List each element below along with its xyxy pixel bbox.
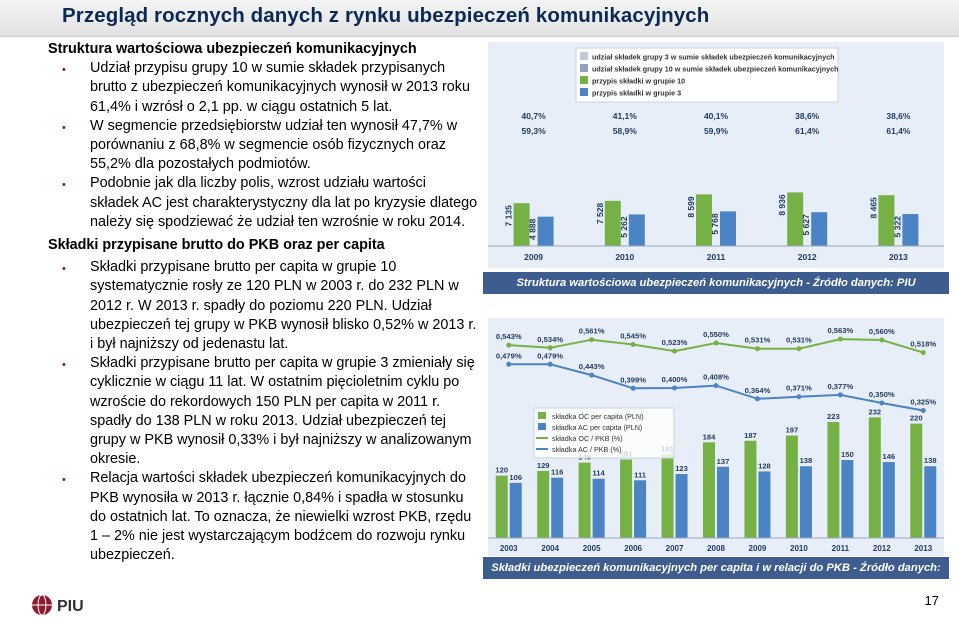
line-ac-pkb-point xyxy=(879,401,884,406)
line-ac-pkb-point xyxy=(672,386,677,391)
line-ac-pkb-label: 0,443% xyxy=(578,362,605,372)
share-label-g3: 40,1% xyxy=(703,111,729,121)
bullet-text: Udział przypisu grupy 10 w sumie składek przypisanych brutto z ubezpieczeń komunikacyjnych wynosił w 2013 roku 61,4% i wzrósł o 2,1 pp. w ciągu ostatnich 5 lat. xyxy=(90,60,470,115)
share-label-g10: 61,4% xyxy=(886,126,911,136)
x-tick-label: 2010 xyxy=(790,544,808,553)
x-tick-label: 2013 xyxy=(888,252,908,262)
line-oc-pkb-label: 0,561% xyxy=(578,326,605,336)
line-ac-pkb-point xyxy=(548,362,553,367)
line-oc-pkb-point xyxy=(796,346,801,351)
bar-label-oc: 223 xyxy=(827,412,840,422)
bar-ac-per-capita xyxy=(841,460,853,538)
bar-ac-per-capita xyxy=(717,467,729,538)
legend-label: przypis składki w grupie 10 xyxy=(592,76,686,86)
line-ac-pkb-point xyxy=(506,362,511,367)
chart-per-capita xyxy=(488,318,944,556)
bar-label-ac: 138 xyxy=(799,456,813,466)
bullet-item xyxy=(62,117,478,175)
x-tick-label: 2011 xyxy=(831,544,850,553)
bar-oc-per-capita xyxy=(910,424,922,538)
line-ac-pkb-label: 0,364% xyxy=(744,385,771,395)
line-oc-pkb-label: 0,523% xyxy=(661,338,688,348)
bar-label-oc: 187 xyxy=(744,430,757,440)
share-label-g3: 41,1% xyxy=(612,111,637,121)
bar-label-oc: 197 xyxy=(785,425,799,435)
bullet-item xyxy=(62,258,478,354)
line-ac-pkb-point xyxy=(755,396,760,401)
bar-oc-per-capita xyxy=(496,476,508,538)
bullet-item xyxy=(62,354,478,469)
bar-ac-per-capita xyxy=(924,466,936,538)
bar-ac-per-capita xyxy=(510,483,522,538)
line-oc-pkb-point xyxy=(631,342,636,347)
line-ac-pkb-point xyxy=(838,392,843,397)
line-ac-pkb-point xyxy=(589,373,594,378)
piu-logo xyxy=(30,592,110,623)
bar-ac-per-capita xyxy=(800,466,812,538)
bar-label-ac: 138 xyxy=(923,456,937,466)
bullet-text: Relacja wartości składek ubezpieczeń komunikacyjnych do PKB wynosiła w 2013 r. łącznie 0,84% i spadła w stosunku do ostatnich lat. To oznacza, że niewielki wzrost PKB, rzędu 1 – 2% nie jest wystarczającym bodźcem do rozwoju rynku ubezpieczeń. xyxy=(90,470,472,564)
bullet-icon: • xyxy=(62,359,66,372)
share-label-g10: 59,3% xyxy=(521,126,546,136)
chart-structure xyxy=(488,42,944,268)
line-oc-pkb-point xyxy=(672,349,677,354)
legend-label: przypis składki w grupie 3 xyxy=(592,88,682,98)
legend-swatch xyxy=(580,64,588,72)
line-ac-pkb-label: 0,371% xyxy=(786,383,812,393)
section-heading-structure: Struktura wartościowa ubezpieczeń komunikacyjnych xyxy=(48,41,417,57)
section-heading-pkb: Składki przypisane brutto do PKB oraz per capita xyxy=(48,237,385,254)
line-oc-pkb-point xyxy=(714,341,719,346)
legend-label: składka AC / PKB (%) xyxy=(552,445,622,454)
bar-label-ac: 114 xyxy=(592,468,605,478)
x-tick-label: 2006 xyxy=(624,544,642,553)
bar-label-oc: 184 xyxy=(702,432,716,442)
bullet-text: Składki przypisane brutto per capita w grupie 10 systematycznie rosły ze 120 PLN w 2003 r. do 232 PLN w 2012 r. W 2013 r. spadły do poziomu 220 PLN. Udział ubezpieczeń tej grupy w PKB wynosił blisko 0,52% w 2013 r. i był najniższy od jedenastu lat. xyxy=(90,259,477,353)
bullet-item xyxy=(62,174,478,232)
bar-label-oc: 232 xyxy=(868,407,882,417)
bullet-list-structure xyxy=(48,59,478,232)
line-oc-pkb-label: 0,531% xyxy=(786,335,812,345)
bar-label: 8 936 xyxy=(777,194,788,216)
title-bar xyxy=(0,0,959,37)
x-tick-label: 2009 xyxy=(524,252,544,262)
line-oc-pkb-point xyxy=(838,337,843,342)
bar-label-ac: 123 xyxy=(675,464,688,474)
line-ac-pkb-label: 0,400% xyxy=(661,375,688,384)
bar-group3 xyxy=(811,212,827,246)
line-ac-pkb-label: 0,325% xyxy=(910,397,937,407)
bar-label: 5 768 xyxy=(710,213,720,235)
bar-oc-per-capita xyxy=(703,442,715,538)
share-label-g3: 40,7% xyxy=(521,111,546,121)
bar-oc-per-capita xyxy=(579,463,591,538)
share-label-g10: 58,9% xyxy=(612,126,637,136)
chart-structure-caption: Struktura wartościowa ubezpieczeń komunikacyjnych - Źródło danych: PIU xyxy=(483,272,949,294)
x-tick-label: 2004 xyxy=(541,544,560,553)
bar-oc-per-capita xyxy=(869,417,881,538)
logo-text: PIU xyxy=(57,598,84,615)
bar-ac-per-capita xyxy=(676,474,688,538)
bar-label-ac: 128 xyxy=(758,461,771,471)
line-oc-pkb-label: 0,560% xyxy=(868,327,895,336)
bar-label-ac: 146 xyxy=(882,452,896,462)
share-label-g10: 61,4% xyxy=(795,126,820,136)
bullet-icon: • xyxy=(62,474,66,487)
legend-swatch xyxy=(538,412,546,419)
x-tick-label: 2013 xyxy=(914,544,933,553)
bar-ac-per-capita xyxy=(634,480,646,538)
line-ac-pkb-point xyxy=(714,383,719,388)
bullet-list-pkb xyxy=(48,258,478,565)
chart-per-capita-svg xyxy=(488,318,944,556)
line-oc-pkb-point xyxy=(589,337,594,342)
piu-logo-icon xyxy=(30,592,110,618)
bar-label-ac: 137 xyxy=(716,456,730,466)
line-oc-pkb-label: 0,531% xyxy=(744,335,771,345)
bar-oc-per-capita xyxy=(662,454,674,538)
chart-structure-svg xyxy=(488,42,944,268)
bullet-item xyxy=(62,59,478,117)
line-oc-pkb-label: 0,550% xyxy=(703,330,729,339)
bullet-text: Składki przypisane brutto per capita w grupie 3 zmieniały się cyklicznie w ciągu 11 lat. W ostatnim pięcioletnim cyklu po wzroście do rekordowych 150 PLN per capita w 2011 r. spadły do 138 PLN w roku 2013. Udział ubezpieczeń tej grupy w PKB wynosił 0,33% i był najniższy w analizowanym okresie. xyxy=(90,355,475,468)
bar-label-oc: 120 xyxy=(495,465,509,475)
bar-label-oc: 220 xyxy=(909,413,923,423)
bar-label: 8 599 xyxy=(686,196,696,218)
legend-label: składka OC per capita (PLN) xyxy=(552,412,644,421)
page-title: Przegląd rocznych danych z rynku ubezpieczeń komunikacyjnych xyxy=(62,4,710,27)
bar-oc-per-capita xyxy=(786,436,798,538)
bar-ac-per-capita xyxy=(593,479,605,538)
bar-label-oc: 129 xyxy=(536,460,550,470)
bar-label: 5 322 xyxy=(892,216,903,238)
x-tick-label: 2011 xyxy=(706,252,726,262)
share-label-g3: 38,6% xyxy=(886,111,911,121)
bar-group3 xyxy=(720,211,736,246)
line-ac-pkb-label: 0,479% xyxy=(537,351,564,361)
bar-group3 xyxy=(538,217,554,246)
bar-label-ac: 106 xyxy=(509,472,523,482)
x-tick-label: 2008 xyxy=(707,544,725,553)
line-oc-pkb-point xyxy=(548,345,553,350)
line-ac-pkb-point xyxy=(796,394,801,399)
line-ac-pkb-point xyxy=(921,408,926,413)
bar-label-ac: 150 xyxy=(841,450,854,459)
bullet-icon: • xyxy=(62,179,66,192)
share-label-g10: 59,9% xyxy=(703,126,729,136)
x-tick-label: 2003 xyxy=(499,544,518,553)
bar-label-ac: 111 xyxy=(634,470,647,480)
bar-label: 7 135 xyxy=(503,205,514,227)
chart-per-capita-caption: Składki ubezpieczeń komunikacyjnych per capita i w relacji do PKB - Źródło danych: PIU xyxy=(483,557,949,579)
line-ac-pkb-label: 0,408% xyxy=(703,372,729,382)
bullet-icon: • xyxy=(62,263,66,276)
bullet-item xyxy=(62,469,478,565)
line-oc-pkb-point xyxy=(921,350,926,355)
bar-ac-per-capita xyxy=(758,471,770,538)
line-ac-pkb-point xyxy=(631,386,636,391)
legend-swatch xyxy=(580,52,588,60)
legend-swatch xyxy=(580,88,588,96)
line-oc-pkb-label: 0,534% xyxy=(537,334,564,344)
bar-group3 xyxy=(902,214,918,246)
bar-group3 xyxy=(629,214,645,246)
line-ac-pkb-label: 0,479% xyxy=(495,351,522,361)
bar-ac-per-capita xyxy=(883,462,895,538)
x-tick-label: 2009 xyxy=(748,544,767,553)
bar-oc-per-capita xyxy=(620,459,632,538)
bar-label: 5 627 xyxy=(801,214,812,236)
bar-label: 8 465 xyxy=(868,197,879,219)
x-tick-label: 2012 xyxy=(872,544,891,553)
page-number: 17 xyxy=(924,593,939,608)
bar-label: 4 888 xyxy=(527,218,538,240)
bar-label-ac: 116 xyxy=(551,467,564,477)
bullet-icon: • xyxy=(62,121,66,134)
line-oc-pkb-label: 0,545% xyxy=(620,331,646,341)
legend-label: udział składek grupy 3 w sumie składek ubezpieczeń komunikacyjnych xyxy=(592,52,835,62)
line-ac-pkb-label: 0,350% xyxy=(868,390,895,399)
line-oc-pkb-label: 0,518% xyxy=(910,339,937,349)
legend-label: składka AC per capita (PLN) xyxy=(552,423,643,432)
bullet-icon: • xyxy=(62,64,66,77)
bar-oc-per-capita xyxy=(537,471,549,538)
bullet-text: W segmencie przedsiębiorstw udział ten wynosił 47,7% w porównaniu z 68,8% w segmencie osób fizycznych oraz 55,2% dla pozostałych podmiotów. xyxy=(90,117,458,173)
line-oc-pkb-point xyxy=(755,346,760,351)
line-oc-pkb-point xyxy=(879,338,884,343)
bar-oc-per-capita xyxy=(827,422,839,538)
share-label-g3: 38,6% xyxy=(795,111,820,121)
bar-label: 5 262 xyxy=(618,216,629,238)
x-tick-label: 2007 xyxy=(665,544,684,553)
legend-swatch xyxy=(580,76,588,84)
line-oc-pkb-label: 0,563% xyxy=(827,326,854,336)
line-ac-pkb-label: 0,377% xyxy=(827,381,854,391)
line-oc-pkb-label: 0,543% xyxy=(495,332,522,342)
bar-oc-per-capita xyxy=(744,441,756,538)
legend-label: składka OC / PKB (%) xyxy=(552,434,623,443)
x-tick-label: 2010 xyxy=(615,252,635,262)
line-ac-pkb-label: 0,399% xyxy=(620,375,646,385)
bar-label: 7 528 xyxy=(594,202,605,225)
text-column xyxy=(48,40,478,565)
bar-ac-per-capita xyxy=(551,478,563,538)
line-oc-pkb-point xyxy=(506,343,511,348)
legend-swatch xyxy=(538,423,546,430)
legend-label: udział składek grupy 10 w sumie składek ubezpieczeń komunikacyjnych xyxy=(592,64,839,74)
x-tick-label: 2005 xyxy=(582,544,601,553)
bullet-text: Podobnie jak dla liczby polis, wzrost udziału wartości składek AC jest charakterystyczny dla lat po kryzysie dlatego należy się spodziewać że udział ten wzrośnie w roku 2014. xyxy=(90,175,478,230)
x-tick-label: 2012 xyxy=(797,252,817,262)
